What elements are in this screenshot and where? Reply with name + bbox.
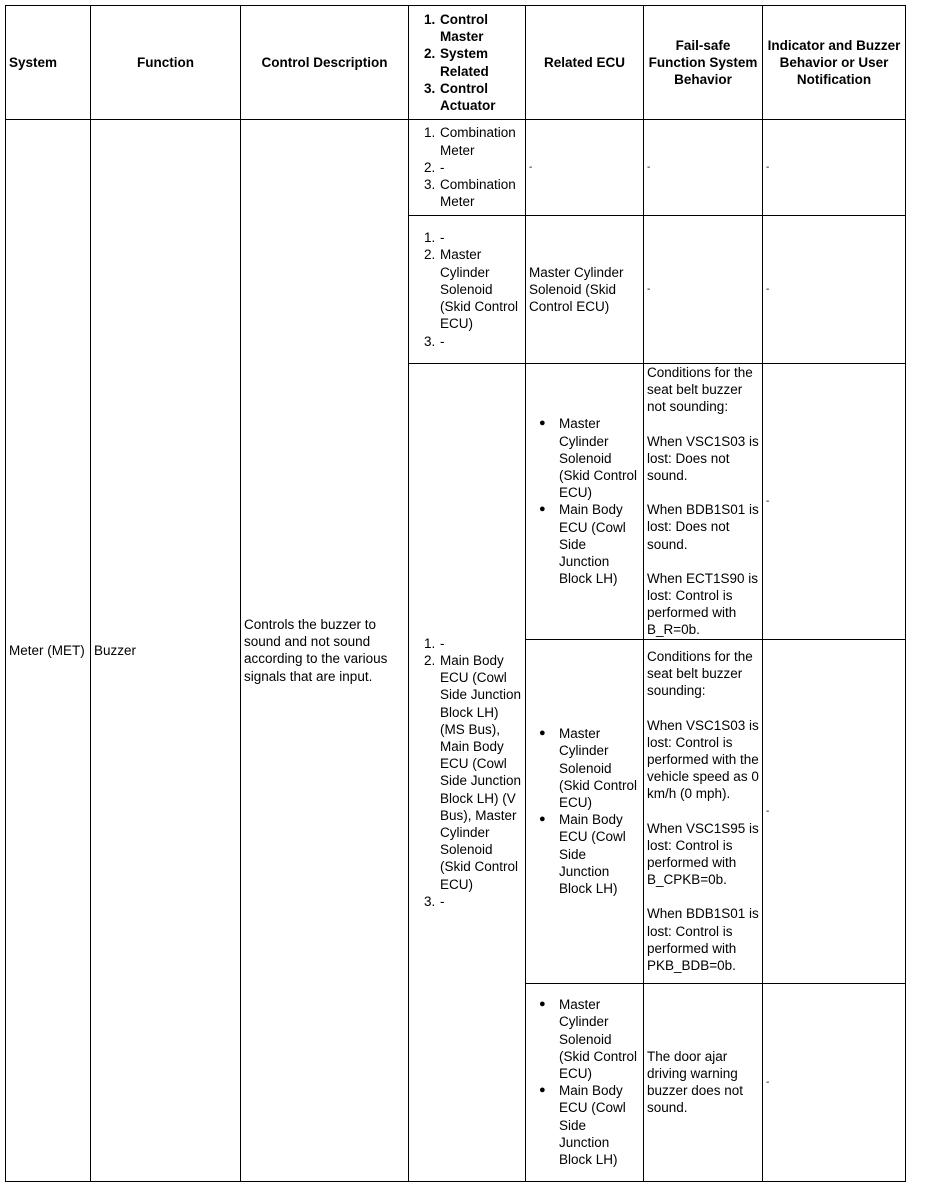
header-system: System [6, 6, 91, 120]
master-item: 3. - [439, 333, 525, 350]
related-ecu-cell: Master Cylinder Solenoid (Skid Control ECU) [526, 216, 644, 364]
function-cell: Buzzer [91, 120, 241, 1182]
master-item: 3. Combination Meter [439, 176, 525, 210]
header-master-item: 2. System Related [439, 45, 525, 79]
header-master-item: 1. Control Master [439, 11, 525, 45]
related-ecu-cell [526, 639, 644, 983]
failsafe-text: Conditions for the seat belt buzzer sounding: [647, 649, 753, 699]
indicator-cell: - [763, 216, 906, 364]
spacer [647, 553, 759, 570]
master-item: 1. - [439, 635, 525, 652]
failsafe-text: When VSC1S95 is lost: Control is performed with B_CPKB=0b. [647, 820, 759, 888]
failsafe-cell [644, 983, 763, 1181]
failsafe-text: When BDB1S01 is lost: Control is performed with PKB_BDB=0b. [647, 906, 759, 974]
master-item: 2. Main Body ECU (Cowl Side Junction Block LH) (MS Bus), Main Body ECU (Cowl Side Junction Block LH) (V Bus), Master Cylinder Solenoid (Skid Control ECU) [439, 652, 525, 893]
header-masters [409, 6, 526, 120]
master-item: 3. - [439, 893, 525, 910]
related-ecu-cell: - [526, 120, 644, 216]
spacer [647, 484, 759, 501]
spacer [647, 700, 759, 717]
failsafe-cell [644, 639, 763, 983]
master-item: 1. Combination Meter [439, 124, 525, 158]
failsafe-text: When BDB1S01 is lost: Does not sound. [647, 502, 759, 552]
header-function: Function [91, 6, 241, 120]
failsafe-text: When VSC1S03 is lost: Does not sound. [647, 433, 759, 484]
header-master-item: 3. Control Actuator [439, 80, 525, 114]
failsafe-text: Conditions for the seat belt buzzer not sounding: [647, 365, 753, 415]
indicator-cell: - [763, 120, 906, 216]
failsafe-text: When VSC1S03 is lost: Control is performed with the vehicle speed as 0 km/h (0 mph). [647, 717, 759, 802]
related-ecu-cell [526, 983, 644, 1181]
spacer [647, 416, 759, 433]
failsafe-cell [644, 364, 763, 640]
system-cell: Meter (MET) [6, 120, 91, 1182]
ecu-list-item: ● Master Cylinder Solenoid (Skid Control ECU) [559, 415, 640, 501]
header-control-description: Control Description [241, 6, 409, 120]
master-item: 2. Master Cylinder Solenoid (Skid Control ECU) [439, 246, 525, 332]
indicator-cell: - [763, 364, 906, 640]
failsafe-cell: - [644, 120, 763, 216]
indicator-cell: - [763, 983, 906, 1181]
header-indicator: Indicator and Buzzer Behavior or User Notification [763, 6, 906, 120]
failsafe-text: The door ajar driving warning buzzer does not sound. [647, 1048, 744, 1116]
header-row [6, 6, 906, 120]
header-related-ecu: Related ECU [526, 6, 644, 120]
failsafe-cell: - [644, 216, 763, 364]
description-cell: Controls the buzzer to sound and not sound according to the various signals that are input. [241, 120, 409, 1182]
masters-cell [409, 364, 526, 1182]
masters-cell [409, 216, 526, 364]
spacer [647, 888, 759, 905]
table-row [6, 120, 906, 216]
failsafe-text: When ECT1S90 is lost: Control is performed with B_R=0b. [647, 570, 759, 638]
buzzer-table [5, 5, 906, 1182]
spacer [647, 803, 759, 820]
header-failsafe: Fail-safe Function System Behavior [644, 6, 763, 120]
ecu-list-item: ● Main Body ECU (Cowl Side Junction Block LH) [559, 811, 640, 897]
related-ecu-cell [526, 364, 644, 640]
ecu-list-item: ● Main Body ECU (Cowl Side Junction Block LH) [559, 1082, 640, 1168]
master-item: 2. - [439, 159, 525, 176]
indicator-cell: - [763, 639, 906, 983]
masters-cell [409, 120, 526, 216]
master-item: 1. - [439, 229, 525, 246]
ecu-list-item: ● Main Body ECU (Cowl Side Junction Block LH) [559, 501, 640, 587]
ecu-list-item: ● Master Cylinder Solenoid (Skid Control ECU) [559, 725, 640, 811]
ecu-list-item: ● Master Cylinder Solenoid (Skid Control ECU) [559, 996, 640, 1082]
